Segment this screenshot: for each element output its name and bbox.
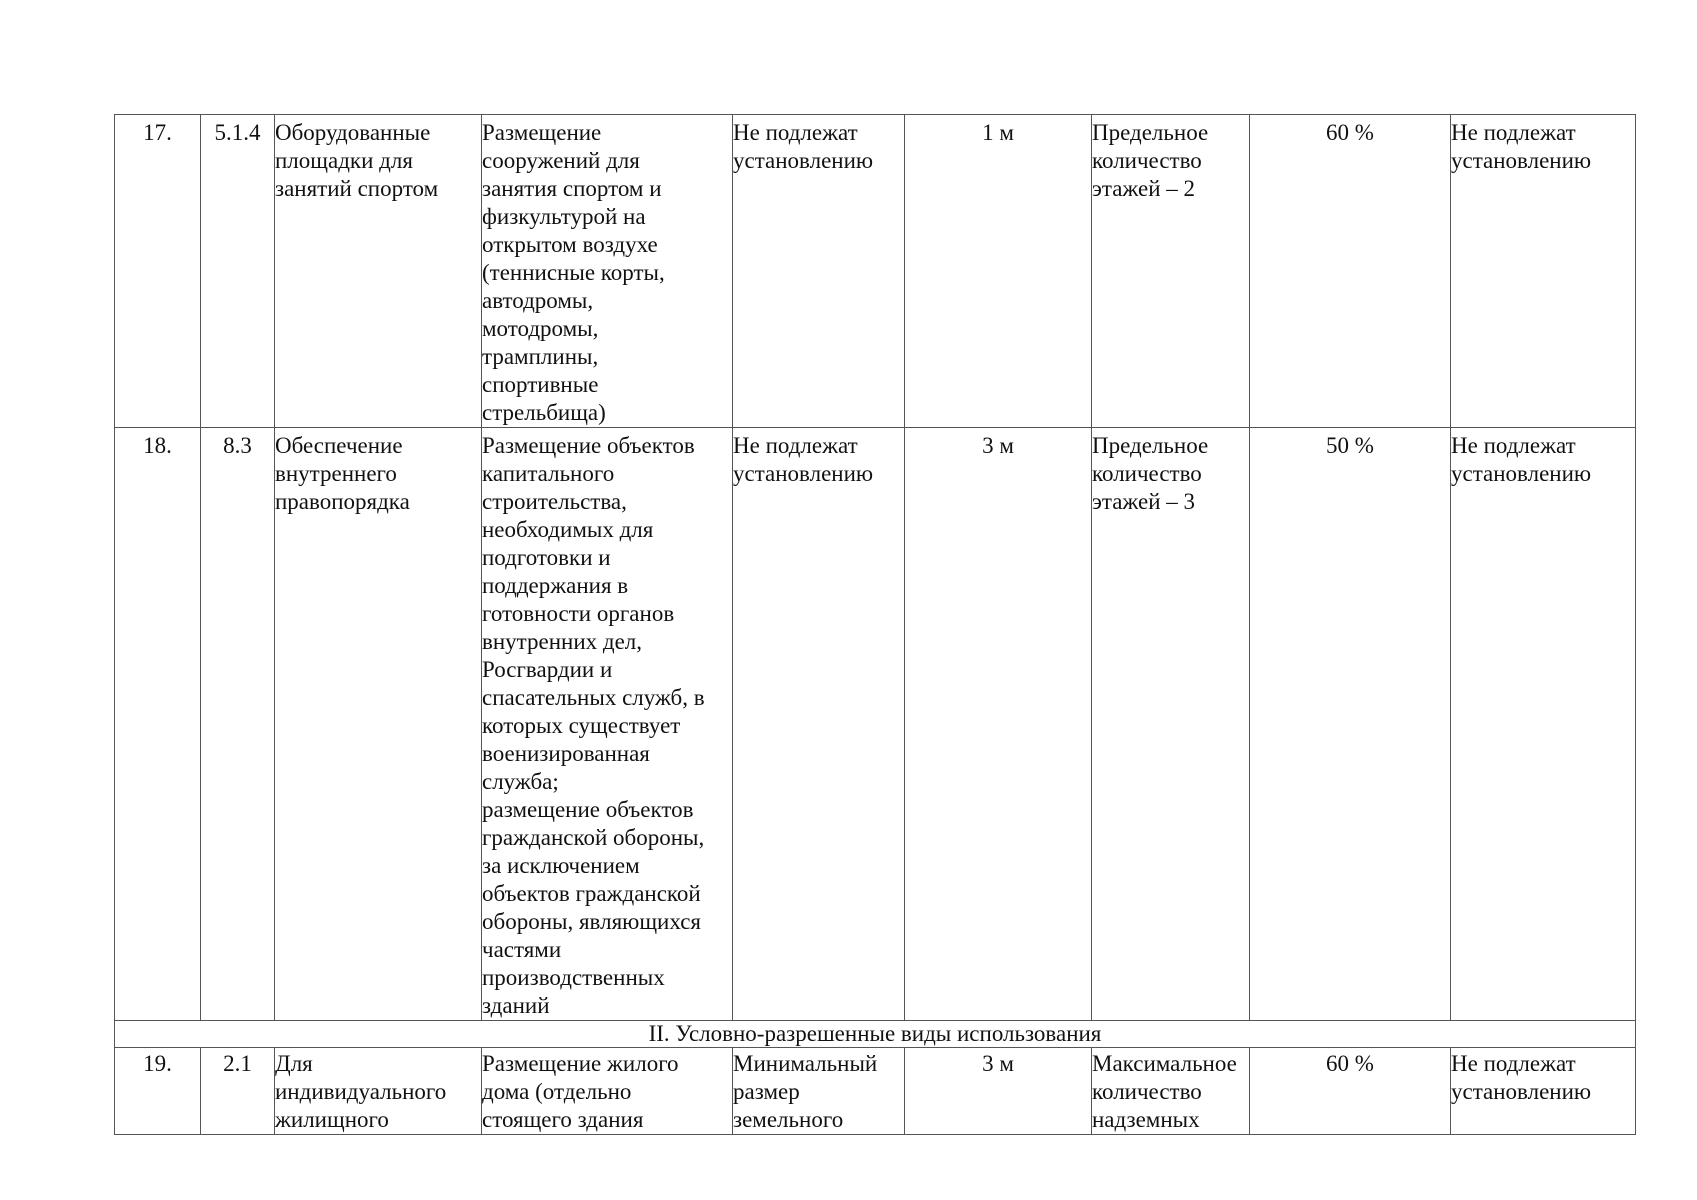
use-description: Размещение жилого дома (отдельно стоящего здания xyxy=(482,1048,733,1135)
plot-size-limit: Не подлежат установлению xyxy=(733,115,905,428)
use-name: Для индивидуального жилищного xyxy=(275,1048,482,1135)
coverage-percent: 50 % xyxy=(1250,428,1451,1021)
use-name: Обеспечение внутреннего правопорядка xyxy=(275,428,482,1021)
coverage-percent: 60 % xyxy=(1250,115,1451,428)
table-row xyxy=(115,1048,1636,1135)
row-number: 18. xyxy=(115,428,201,1021)
setback-distance: 3 м xyxy=(905,1048,1092,1135)
other-parameters: Не подлежат установлению xyxy=(1451,115,1636,428)
row-number: 17. xyxy=(115,115,201,428)
table-row xyxy=(115,428,1636,1021)
setback-distance: 1 м xyxy=(905,115,1092,428)
zoning-regulations-table xyxy=(114,114,1636,1135)
use-description: Размещение сооружений для занятия спортом и физкультурой на открытом воздухе (теннисные корты, автодромы, мотодромы, трамплины, спортивные стрельбища) xyxy=(482,115,733,428)
setback-distance: 3 м xyxy=(905,428,1092,1021)
plot-size-limit: Не подлежат установлению xyxy=(733,428,905,1021)
section-heading: II. Условно-разрешенные виды использования xyxy=(115,1021,1636,1048)
use-code: 2.1 xyxy=(201,1048,275,1135)
other-parameters: Не подлежат установлению xyxy=(1451,1048,1636,1135)
coverage-percent: 60 % xyxy=(1250,1048,1451,1135)
floors-limit: Предельное количество этажей – 3 xyxy=(1092,428,1250,1021)
use-name: Оборудованные площадки для занятий спортом xyxy=(275,115,482,428)
use-description: Размещение объектов капитального строительства, необходимых для подготовки и поддержания в готовности органов внутренних дел, Росгвардии и спасательных служб, в которых существует военизированная служба; размещение объектов гражданской обороны, за исключением объектов гражданской обороны, являющихся частями производственных зданий xyxy=(482,428,733,1021)
use-code: 8.3 xyxy=(201,428,275,1021)
use-code: 5.1.4 xyxy=(201,115,275,428)
section-heading-row xyxy=(115,1021,1636,1048)
table-row xyxy=(115,115,1636,428)
floors-limit: Предельное количество этажей – 2 xyxy=(1092,115,1250,428)
plot-size-limit: Минимальный размер земельного xyxy=(733,1048,905,1135)
other-parameters: Не подлежат установлению xyxy=(1451,428,1636,1021)
floors-limit: Максимальное количество надземных xyxy=(1092,1048,1250,1135)
row-number: 19. xyxy=(115,1048,201,1135)
